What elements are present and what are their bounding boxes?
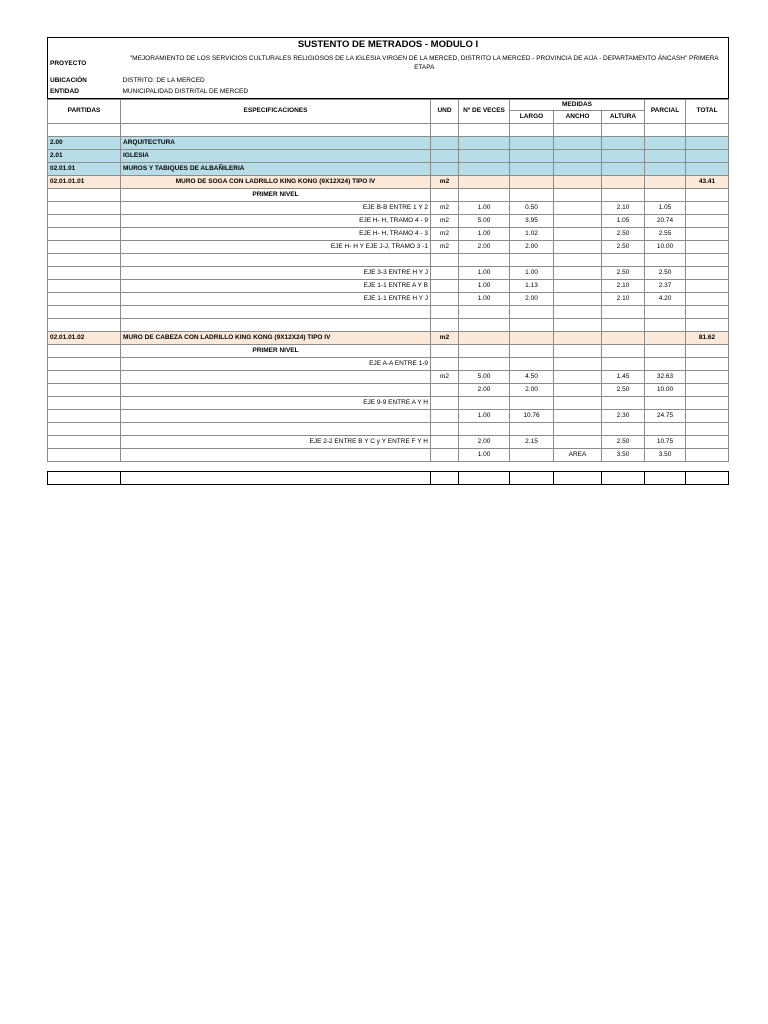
largo-cell [510, 137, 554, 150]
column-header-row [48, 100, 729, 111]
table-row [48, 228, 729, 241]
partida-cell [48, 345, 121, 358]
partida-cell: 2.00 [48, 137, 121, 150]
table-row [48, 293, 729, 306]
partida-cell: 2.01 [48, 150, 121, 163]
und-cell: m2 [431, 176, 459, 189]
altura-cell: 2.30 [602, 410, 645, 423]
und-cell [431, 358, 459, 371]
veces-cell [459, 189, 510, 202]
und-cell [431, 397, 459, 410]
ancho-cell [554, 280, 602, 293]
largo-cell: 0.50 [510, 202, 554, 215]
ancho-cell [554, 163, 602, 176]
ancho-cell [554, 332, 602, 345]
veces-cell: 1.00 [459, 410, 510, 423]
partida-cell: 02.01.01.02 [48, 332, 121, 345]
partida-cell [48, 267, 121, 280]
parcial-cell: 24.75 [645, 410, 686, 423]
ancho-cell [554, 228, 602, 241]
altura-cell: 2.50 [602, 267, 645, 280]
col-especificaciones: ESPECIFICACIONES [121, 100, 431, 124]
cell [510, 472, 554, 485]
metrados-sheet [47, 37, 728, 462]
largo-cell [510, 423, 554, 436]
und-cell [431, 293, 459, 306]
und-cell [431, 423, 459, 436]
table-row [48, 267, 729, 280]
entidad-value: MUNICIPALIDAD DISTRITAL DE MERCED [122, 88, 249, 96]
partida-cell [48, 319, 121, 332]
altura-cell [602, 176, 645, 189]
veces-cell: 1.00 [459, 293, 510, 306]
table-row [48, 449, 729, 462]
altura-cell [602, 306, 645, 319]
parcial-cell: 2.55 [645, 228, 686, 241]
ancho-cell [554, 371, 602, 384]
especificacion-cell: MURO DE CABEZA CON LADRILLO KING KONG (9X12X24) TIPO IV [121, 332, 431, 345]
partida-cell [48, 189, 121, 202]
partida-cell [48, 202, 121, 215]
parcial-cell [645, 150, 686, 163]
entidad-label: ENTIDAD [50, 88, 79, 96]
parcial-cell: 2.50 [645, 267, 686, 280]
total-cell: 43.41 [686, 176, 729, 189]
ancho-cell [554, 436, 602, 449]
veces-cell: 1.00 [459, 449, 510, 462]
partida-cell [48, 384, 121, 397]
veces-cell [459, 150, 510, 163]
altura-cell [602, 332, 645, 345]
total-cell [686, 371, 729, 384]
table-row [48, 319, 729, 332]
table-row [48, 410, 729, 423]
table-row [48, 306, 729, 319]
total-cell [686, 410, 729, 423]
table-row [48, 397, 729, 410]
header-table [47, 37, 729, 99]
ancho-cell [554, 150, 602, 163]
partida-cell [48, 228, 121, 241]
parcial-cell [645, 423, 686, 436]
veces-cell [459, 332, 510, 345]
und-cell [431, 267, 459, 280]
partida-cell [48, 280, 121, 293]
especificacion-cell: EJE 2-2 ENTRE B Y C y Y ENTRE F Y H [121, 436, 431, 449]
largo-cell: 1.02 [510, 228, 554, 241]
total-cell [686, 319, 729, 332]
cell [48, 472, 121, 485]
ancho-cell [554, 124, 602, 137]
col-veces: Nº DE VECES [459, 100, 510, 124]
veces-cell: 5.00 [459, 215, 510, 228]
und-cell [431, 306, 459, 319]
altura-cell: 2.10 [602, 280, 645, 293]
ancho-cell [554, 397, 602, 410]
partida-cell [48, 254, 121, 267]
col-partidas: PARTIDAS [48, 100, 121, 124]
und-cell [431, 124, 459, 137]
parcial-cell [645, 358, 686, 371]
especificacion-cell [121, 306, 431, 319]
altura-cell [602, 345, 645, 358]
altura-cell [602, 137, 645, 150]
und-cell [431, 137, 459, 150]
veces-cell [459, 137, 510, 150]
especificacion-cell: EJE B-B ENTRE 1 Y 2 [121, 202, 431, 215]
total-cell [686, 267, 729, 280]
largo-cell [510, 306, 554, 319]
col-medidas: MEDIDAS [510, 100, 645, 111]
und-cell [431, 410, 459, 423]
und-cell [431, 163, 459, 176]
largo-cell [510, 124, 554, 137]
parcial-cell: 2.37 [645, 280, 686, 293]
total-cell [686, 306, 729, 319]
und-cell [431, 319, 459, 332]
total-cell [686, 358, 729, 371]
ancho-cell [554, 241, 602, 254]
total-cell: 81.62 [686, 332, 729, 345]
largo-cell [510, 332, 554, 345]
col-ancho: ANCHO [554, 111, 602, 124]
parcial-cell [645, 189, 686, 202]
ancho-cell [554, 202, 602, 215]
und-cell [431, 150, 459, 163]
cell [459, 472, 510, 485]
especificacion-cell [121, 449, 431, 462]
ancho-cell [554, 410, 602, 423]
partida-cell [48, 436, 121, 449]
largo-cell [510, 150, 554, 163]
partida-row [48, 176, 729, 189]
especificacion-cell [121, 371, 431, 384]
partida-row [48, 332, 729, 345]
table-row [48, 241, 729, 254]
parcial-cell: 10.00 [645, 241, 686, 254]
total-cell [686, 423, 729, 436]
und-cell [431, 345, 459, 358]
altura-cell: 3.50 [602, 449, 645, 462]
partida-cell [48, 410, 121, 423]
section-row [48, 163, 729, 176]
table-row [48, 423, 729, 436]
especificacion-cell [121, 410, 431, 423]
total-cell [686, 384, 729, 397]
altura-cell [602, 124, 645, 137]
cell [645, 472, 686, 485]
parcial-cell: 32.63 [645, 371, 686, 384]
veces-cell [459, 358, 510, 371]
table-row [48, 124, 729, 137]
parcial-cell [645, 332, 686, 345]
largo-cell [510, 163, 554, 176]
und-cell [431, 189, 459, 202]
veces-cell [459, 319, 510, 332]
especificacion-cell: EJE 1-1 ENTRE H Y J [121, 293, 431, 306]
ancho-cell [554, 423, 602, 436]
largo-cell [510, 189, 554, 202]
total-cell [686, 449, 729, 462]
veces-cell: 1.00 [459, 228, 510, 241]
und-cell: m2 [431, 228, 459, 241]
ancho-cell [554, 358, 602, 371]
especificacion-cell [121, 319, 431, 332]
total-cell [686, 345, 729, 358]
especificacion-cell: MURO DE SOGA CON LADRILLO KING KONG (9X12X24) TIPO IV [121, 176, 431, 189]
total-cell [686, 124, 729, 137]
ancho-cell [554, 306, 602, 319]
parcial-cell: 1.05 [645, 202, 686, 215]
veces-cell: 1.00 [459, 202, 510, 215]
parcial-cell [645, 254, 686, 267]
altura-cell: 1.05 [602, 215, 645, 228]
ancho-cell [554, 319, 602, 332]
largo-cell: 2.00 [510, 293, 554, 306]
especificacion-cell [121, 254, 431, 267]
und-cell: m2 [431, 241, 459, 254]
largo-cell: 10.76 [510, 410, 554, 423]
partida-cell: 02.01.01 [48, 163, 121, 176]
largo-cell [510, 254, 554, 267]
altura-cell [602, 423, 645, 436]
subheading-row [48, 189, 729, 202]
total-cell [686, 254, 729, 267]
cell [602, 472, 645, 485]
ancho-cell [554, 254, 602, 267]
col-altura: ALTURA [602, 111, 645, 124]
ancho-cell [554, 215, 602, 228]
altura-cell: 2.10 [602, 293, 645, 306]
parcial-cell: 10.00 [645, 384, 686, 397]
altura-cell [602, 150, 645, 163]
especificacion-cell: EJE A-A ENTRE 1-9 [121, 358, 431, 371]
partida-cell [48, 306, 121, 319]
cell [686, 472, 729, 485]
und-cell: m2 [431, 215, 459, 228]
section-row [48, 150, 729, 163]
parcial-cell [645, 345, 686, 358]
col-largo: LARGO [510, 111, 554, 124]
proyecto-value: "MEJORAMIENTO DE LOS SERVICIOS CULTURALES RELIGIOSOS DE LA IGLESIA VIRGEN DE LA MERCED, DISTRITO LA MERCED - PROVINCIA DE AIJA - DEPARTAMENTO ÁNCASH" PRIMERA ETAPA [129, 55, 719, 71]
especificacion-cell: EJE H- H Y EJE J-J, TRAMO 3 -1 [121, 241, 431, 254]
ancho-cell [554, 293, 602, 306]
ubicacion-value: DISTRITO: DE LA MERCED [122, 77, 205, 85]
veces-cell: 1.00 [459, 267, 510, 280]
und-cell [431, 436, 459, 449]
altura-cell [602, 319, 645, 332]
partida-cell [48, 241, 121, 254]
altura-cell [602, 163, 645, 176]
ancho-cell [554, 384, 602, 397]
veces-cell: 5.00 [459, 371, 510, 384]
veces-cell: 2.00 [459, 241, 510, 254]
total-cell [686, 280, 729, 293]
parcial-cell [645, 176, 686, 189]
col-und: UND [431, 100, 459, 124]
ancho-cell [554, 176, 602, 189]
proyecto-label: PROYECTO [50, 59, 87, 67]
parcial-cell: 3.50 [645, 449, 686, 462]
parcial-cell [645, 306, 686, 319]
veces-cell [459, 345, 510, 358]
ancho-cell [554, 137, 602, 150]
und-cell [431, 280, 459, 293]
total-cell [686, 436, 729, 449]
largo-cell [510, 449, 554, 462]
footer-blank-row [47, 471, 728, 485]
parcial-cell [645, 319, 686, 332]
metrados-table [47, 99, 729, 462]
partida-cell [48, 423, 121, 436]
veces-cell: 1.00 [459, 280, 510, 293]
ancho-cell: AREA [554, 449, 602, 462]
parcial-cell [645, 124, 686, 137]
footer-table [47, 471, 729, 485]
table-row [48, 384, 729, 397]
und-cell: m2 [431, 332, 459, 345]
veces-cell [459, 397, 510, 410]
largo-cell [510, 397, 554, 410]
total-cell [686, 228, 729, 241]
ubicacion-label: UBICACIÓN [50, 77, 87, 85]
largo-cell: 2.00 [510, 241, 554, 254]
especificacion-cell [121, 124, 431, 137]
especificacion-cell: IGLESIA [121, 150, 431, 163]
especificacion-cell: PRIMER NIVEL [121, 345, 431, 358]
altura-cell: 1.45 [602, 371, 645, 384]
und-cell [431, 449, 459, 462]
total-cell [686, 215, 729, 228]
largo-cell [510, 358, 554, 371]
veces-cell [459, 306, 510, 319]
section-row [48, 137, 729, 150]
altura-cell [602, 397, 645, 410]
parcial-cell: 10.75 [645, 436, 686, 449]
partida-cell [48, 215, 121, 228]
largo-cell: 4.50 [510, 371, 554, 384]
largo-cell: 1.13 [510, 280, 554, 293]
total-cell [686, 202, 729, 215]
veces-cell [459, 423, 510, 436]
largo-cell: 3.95 [510, 215, 554, 228]
parcial-cell [645, 137, 686, 150]
table-row [48, 202, 729, 215]
subheading-row [48, 345, 729, 358]
table-row [48, 358, 729, 371]
veces-cell [459, 163, 510, 176]
veces-cell [459, 254, 510, 267]
col-total: TOTAL [686, 100, 729, 124]
altura-cell: 2.10 [602, 202, 645, 215]
altura-cell: 2.50 [602, 436, 645, 449]
largo-cell [510, 319, 554, 332]
table-row [48, 280, 729, 293]
largo-cell: 1.00 [510, 267, 554, 280]
parcial-cell [645, 163, 686, 176]
cell [554, 472, 602, 485]
und-cell: m2 [431, 202, 459, 215]
largo-cell [510, 176, 554, 189]
partida-cell [48, 293, 121, 306]
partida-cell [48, 358, 121, 371]
total-cell [686, 137, 729, 150]
especificacion-cell: PRIMER NIVEL [121, 189, 431, 202]
sheet-title: SUSTENTO DE METRADOS - MODULO I [297, 39, 479, 51]
altura-cell: 2.50 [602, 241, 645, 254]
especificacion-cell: EJE 1-1 ENTRE A Y B [121, 280, 431, 293]
especificacion-cell: EJE 3-3 ENTRE H Y J [121, 267, 431, 280]
und-cell [431, 384, 459, 397]
altura-cell [602, 254, 645, 267]
table-row [48, 215, 729, 228]
und-cell [431, 254, 459, 267]
especificacion-cell: ARQUITECTURA [121, 137, 431, 150]
altura-cell: 2.50 [602, 384, 645, 397]
partida-cell [48, 371, 121, 384]
especificacion-cell: EJE 9-9 ENTRE A Y H [121, 397, 431, 410]
altura-cell: 2.50 [602, 228, 645, 241]
total-cell [686, 241, 729, 254]
total-cell [686, 150, 729, 163]
parcial-cell [645, 397, 686, 410]
table-row [48, 371, 729, 384]
largo-cell: 2.00 [510, 384, 554, 397]
cell [121, 472, 431, 485]
partida-cell [48, 397, 121, 410]
especificacion-cell [121, 423, 431, 436]
veces-cell [459, 124, 510, 137]
partida-cell [48, 449, 121, 462]
altura-cell [602, 189, 645, 202]
especificacion-cell [121, 384, 431, 397]
total-cell [686, 163, 729, 176]
parcial-cell: 20.74 [645, 215, 686, 228]
especificacion-cell: EJE H- H, TRAMO 4 - 3 [121, 228, 431, 241]
largo-cell [510, 345, 554, 358]
veces-cell: 2.00 [459, 436, 510, 449]
table-row [48, 254, 729, 267]
largo-cell: 2.15 [510, 436, 554, 449]
especificacion-cell: EJE H- H, TRAMO 4 - 9 [121, 215, 431, 228]
ancho-cell [554, 345, 602, 358]
col-parcial: PARCIAL [645, 100, 686, 124]
total-cell [686, 397, 729, 410]
veces-cell [459, 176, 510, 189]
parcial-cell: 4.20 [645, 293, 686, 306]
especificacion-cell: MUROS Y TABIQUES DE ALBAÑILERIA [121, 163, 431, 176]
und-cell: m2 [431, 371, 459, 384]
ancho-cell [554, 189, 602, 202]
total-cell [686, 189, 729, 202]
altura-cell [602, 358, 645, 371]
table-row [48, 436, 729, 449]
veces-cell: 2.00 [459, 384, 510, 397]
total-cell [686, 293, 729, 306]
partida-cell: 02.01.01.01 [48, 176, 121, 189]
partida-cell [48, 124, 121, 137]
cell [431, 472, 459, 485]
ancho-cell [554, 267, 602, 280]
